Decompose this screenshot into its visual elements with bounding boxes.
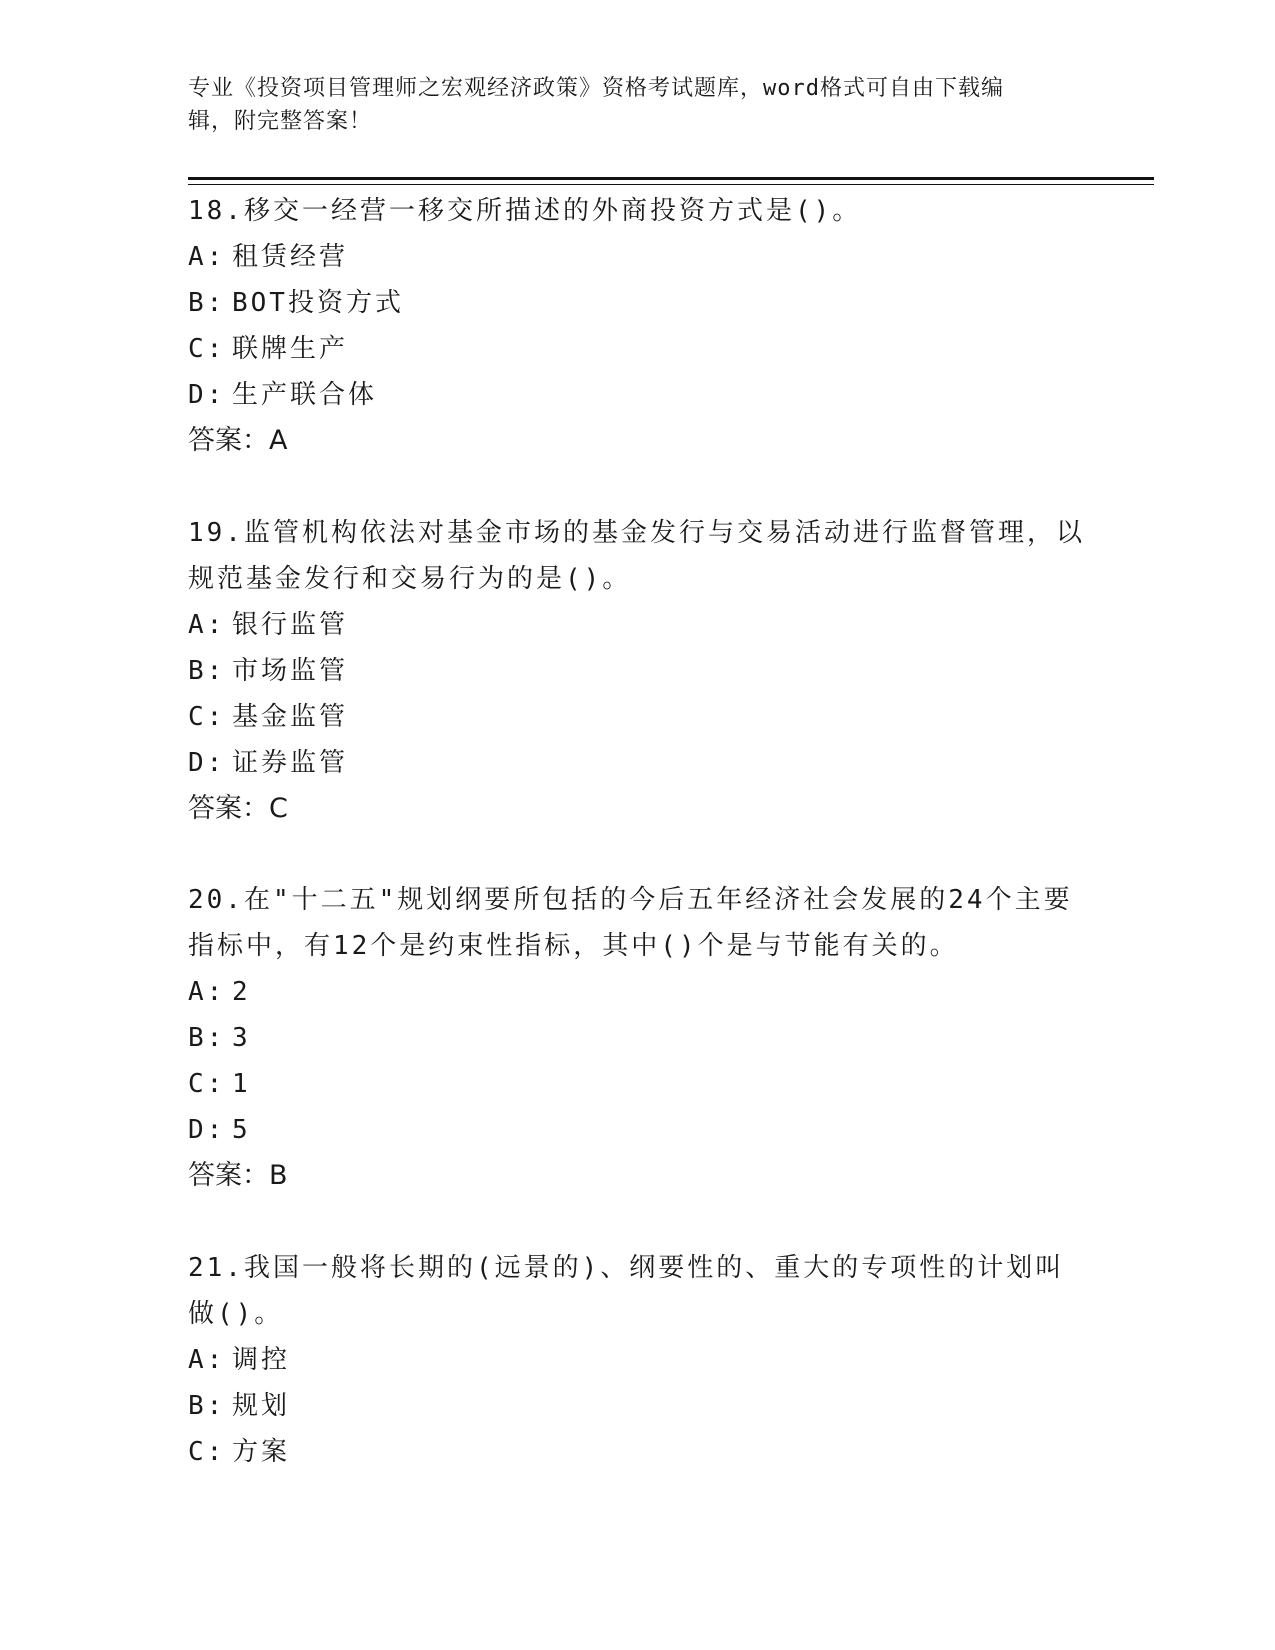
document-header — [188, 72, 1068, 138]
option-text: 1 — [232, 1069, 251, 1099]
option-d — [188, 740, 1088, 786]
option-letter: B: — [188, 1023, 226, 1053]
option-d — [188, 372, 1088, 418]
option-letter: D: — [188, 380, 226, 410]
option-a — [188, 969, 1088, 1015]
option-c — [188, 1429, 1088, 1475]
option-letter: A: — [188, 977, 226, 1007]
option-c — [188, 326, 1088, 372]
header-line-2: 辑，附完整答案！ — [188, 109, 373, 134]
option-b — [188, 1383, 1088, 1429]
option-letter: D: — [188, 748, 226, 778]
question-block — [188, 510, 1088, 832]
option-text: 规划 — [232, 1391, 291, 1421]
question-text: 19.监管机构依法对基金市场的基金发行与交易活动进行监督管理，以规范基金发行和交易行为的是()。 — [188, 518, 1085, 594]
header-divider-thick — [188, 177, 1154, 180]
option-c — [188, 694, 1088, 740]
option-letter: C: — [188, 334, 226, 364]
question-text: 18.移交一经营一移交所描述的外商投资方式是()。 — [188, 196, 862, 226]
question-block — [188, 188, 1088, 464]
option-letter: C: — [188, 1069, 226, 1099]
option-a — [188, 1337, 1088, 1383]
option-letter: A: — [188, 610, 226, 640]
header-line-1: 专业《投资项目管理师之宏观经济政策》资格考试题库，word格式可自由下载编 — [188, 76, 1004, 101]
option-c — [188, 1061, 1088, 1107]
option-text: BOT投资方式 — [232, 288, 404, 318]
option-a — [188, 602, 1088, 648]
option-text: 证券监管 — [232, 748, 349, 778]
question-block — [188, 1245, 1088, 1475]
option-a — [188, 234, 1088, 280]
option-b — [188, 1015, 1088, 1061]
option-text: 2 — [232, 977, 251, 1007]
question-text: 21.我国一般将长期的(远景的)、纲要性的、重大的专项性的计划叫做()。 — [188, 1253, 1065, 1329]
option-letter: A: — [188, 1345, 226, 1375]
header-divider-thin — [188, 184, 1154, 185]
option-text: 5 — [232, 1115, 251, 1145]
option-text: 生产联合体 — [232, 380, 378, 410]
option-d — [188, 1107, 1088, 1153]
question-text: 20.在"十二五"规划纲要所包括的今后五年经济社会发展的24个主要指标中，有12个是约束性指标，其中()个是与节能有关的。 — [188, 885, 1073, 961]
option-letter: B: — [188, 656, 226, 686]
option-text: 调控 — [232, 1345, 291, 1375]
option-letter: B: — [188, 1391, 226, 1421]
option-text: 市场监管 — [232, 656, 349, 686]
option-text: 租赁经营 — [232, 242, 349, 272]
option-letter: D: — [188, 1115, 226, 1145]
question-block — [188, 877, 1088, 1199]
option-b — [188, 280, 1088, 326]
option-letter: C: — [188, 702, 226, 732]
option-text: 方案 — [232, 1437, 291, 1467]
answer-line: 答案：B — [188, 1160, 288, 1191]
option-letter: B: — [188, 288, 226, 318]
option-text: 基金监管 — [232, 702, 349, 732]
answer-line: 答案：A — [188, 425, 288, 456]
answer-line: 答案：C — [188, 793, 288, 824]
option-text: 联牌生产 — [232, 334, 349, 364]
option-letter: A: — [188, 242, 226, 272]
option-letter: C: — [188, 1437, 226, 1467]
option-b — [188, 648, 1088, 694]
option-text: 3 — [232, 1023, 251, 1053]
option-text: 银行监管 — [232, 610, 349, 640]
